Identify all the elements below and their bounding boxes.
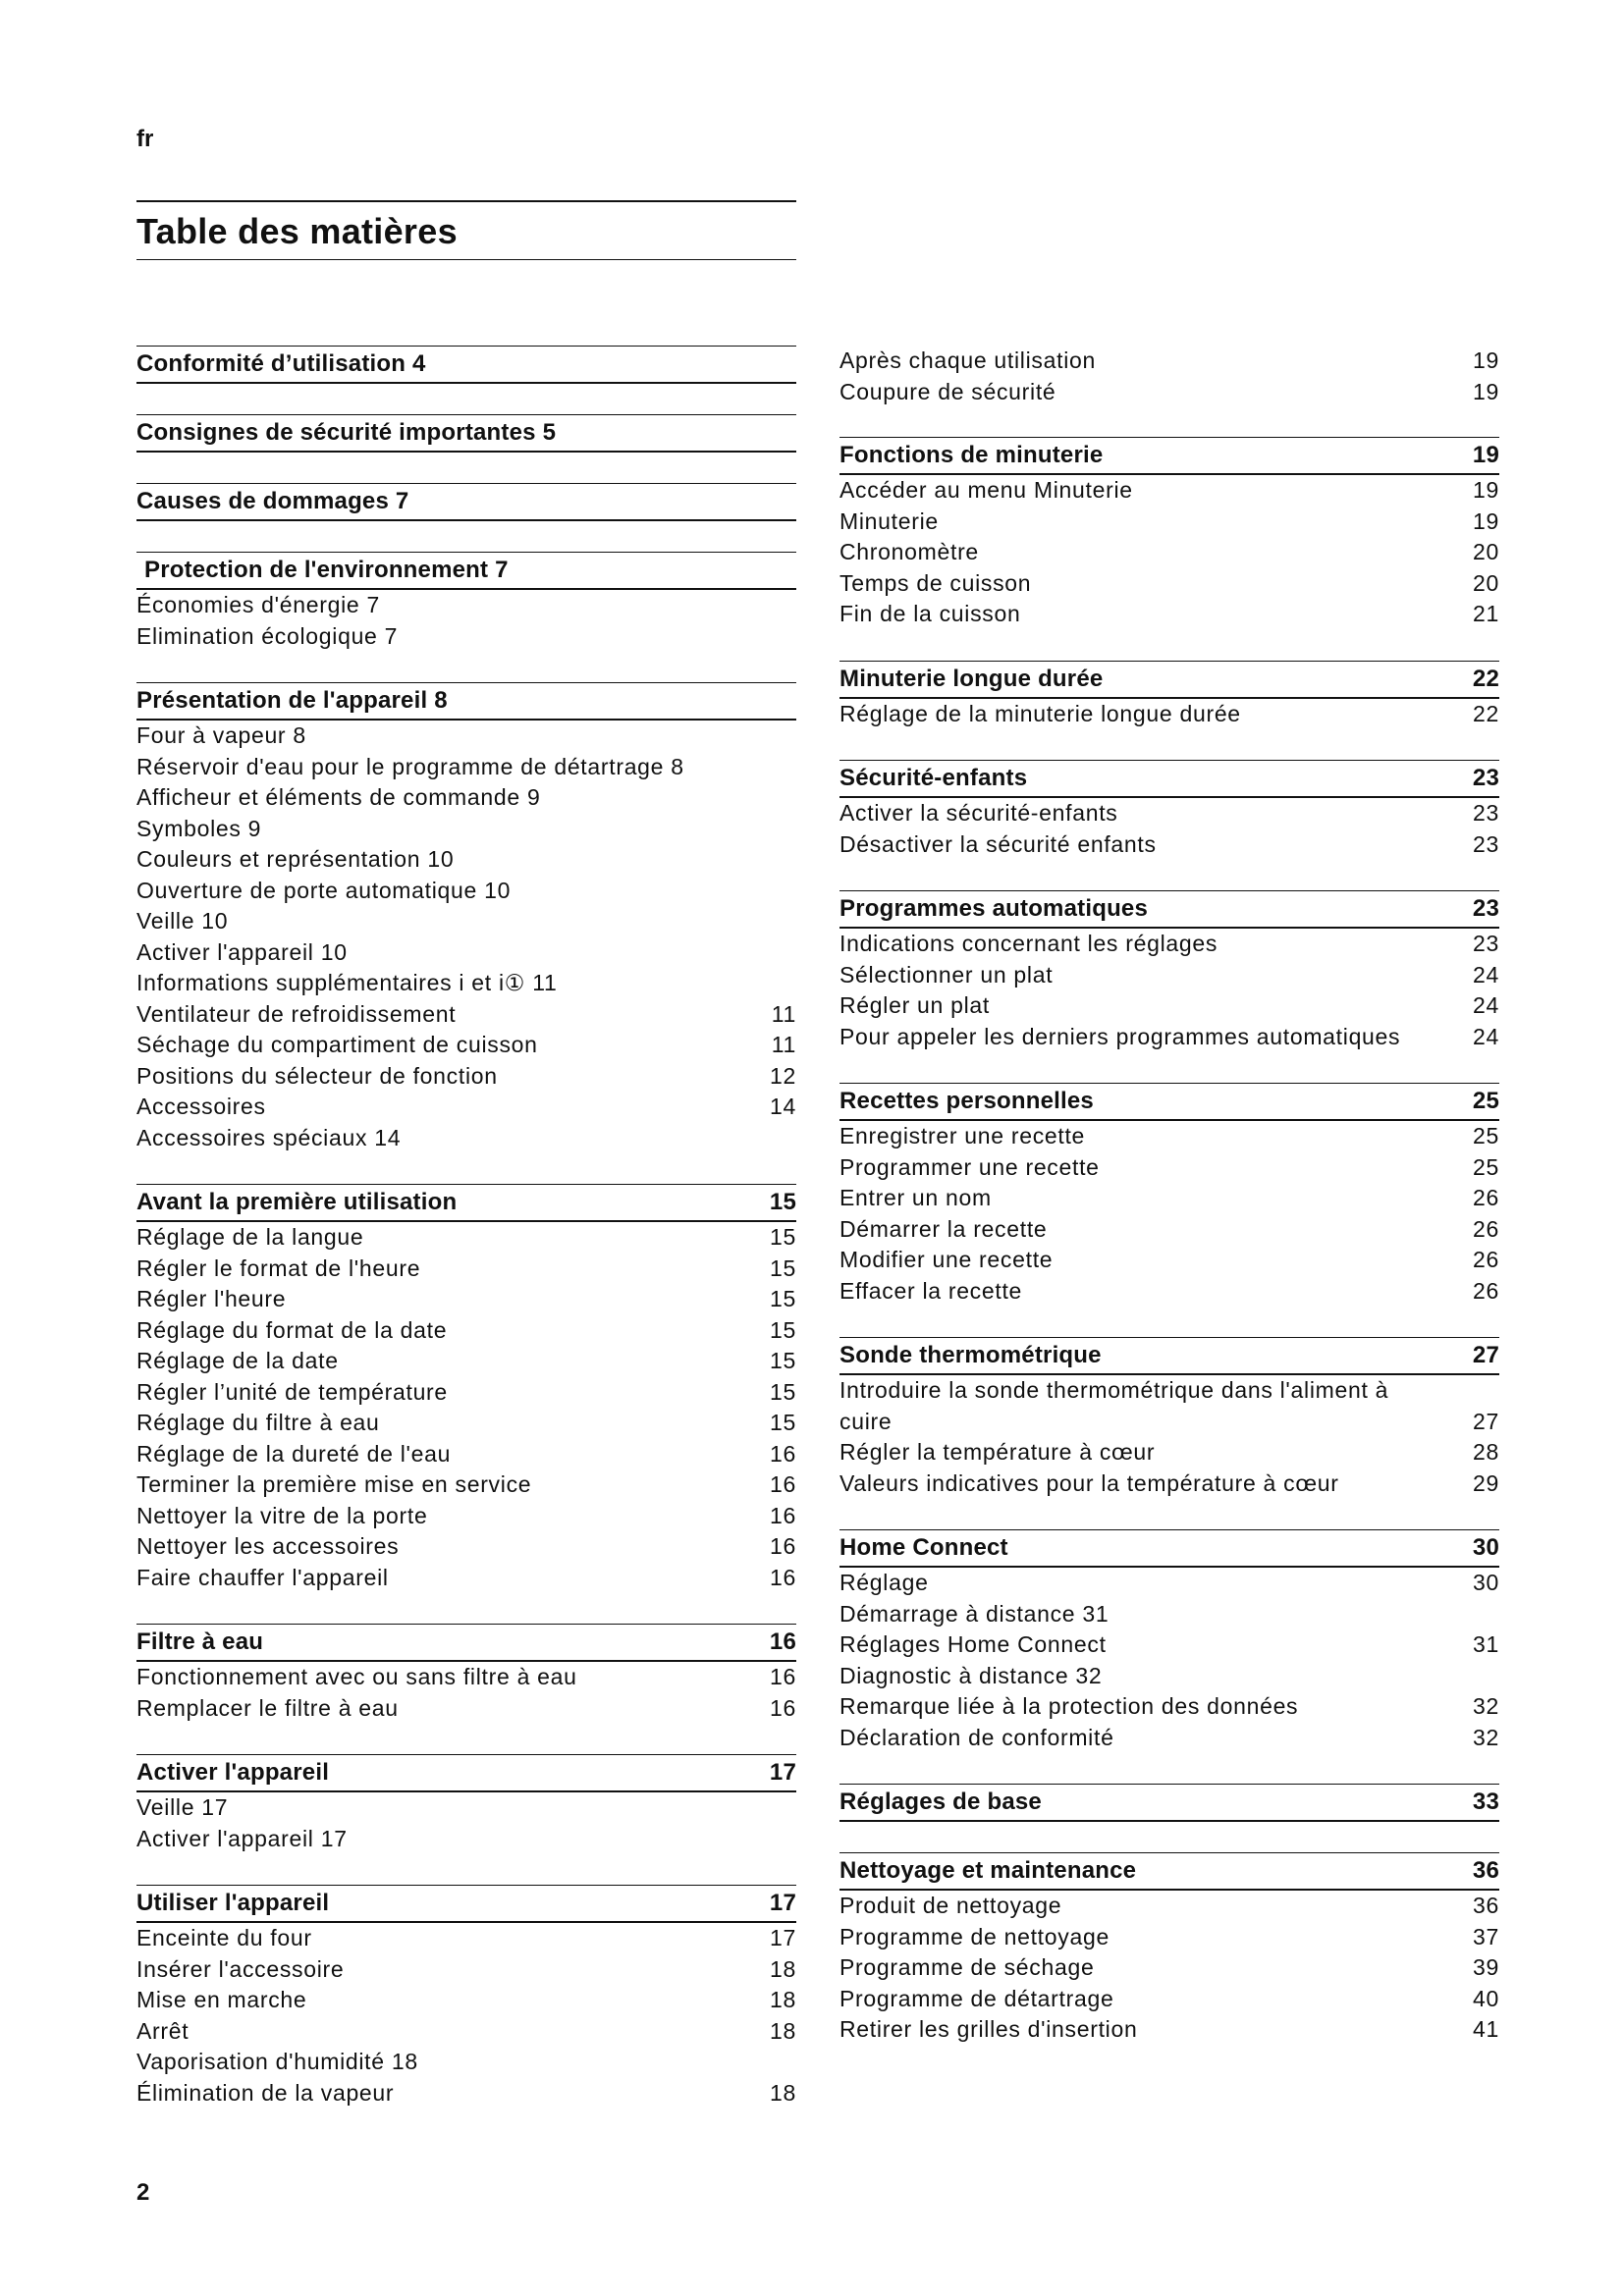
toc-section-title: Conformité d’utilisation 4 (136, 350, 426, 377)
toc-entry-title: Temps de cuisson (839, 569, 1032, 596)
toc-entry-title: Programmer une recette (839, 1153, 1100, 1180)
toc-entry-title: cuire (839, 1408, 893, 1434)
toc-entry-title: Ouverture de porte automatique 10 (136, 877, 512, 903)
toc-entry-page: 23 (1473, 830, 1499, 857)
toc-entry-title: Accessoires (136, 1094, 266, 1119)
toc-section-title: Fonctions de minuterie (839, 442, 1104, 468)
toc-entry[interactable] (839, 1629, 1499, 1661)
toc-entry-title: Réglage de la dureté de l'eau (136, 1440, 452, 1467)
toc-section-title: Réglages de base (839, 1789, 1042, 1815)
toc-entry-title: Régler l'heure (136, 1286, 287, 1311)
toc-entry[interactable] (839, 829, 1499, 861)
toc-entry[interactable] (136, 2078, 796, 2109)
toc-entry[interactable] (839, 1661, 1499, 1692)
toc-entry-title: Remplacer le filtre à eau (136, 1694, 399, 1721)
toc-entry-page: 11 (771, 1032, 796, 1057)
toc-section-page: 30 (1472, 1534, 1499, 1561)
toc-left-column (136, 346, 796, 2139)
toc-entry-title: Produit de nettoyage (839, 1893, 1062, 1918)
toc-entry-title: Chronomètre (839, 539, 979, 564)
toc-entry-page: 12 (770, 1062, 796, 1089)
toc-section-heading[interactable] (136, 552, 796, 590)
toc-entry-title: Programme de détartrage (839, 1985, 1114, 2011)
toc-entry[interactable] (839, 1984, 1499, 2015)
toc-section-heading[interactable] (136, 1624, 796, 1662)
toc-entry-title: Accessoires spéciaux 14 (136, 1124, 402, 1150)
toc-entry-page: 26 (1473, 1247, 1499, 1272)
toc-entry-title: Couleurs et représentation 10 (136, 846, 455, 872)
toc-entry-title: Terminer la première mise en service (136, 1471, 532, 1497)
toc-entry[interactable] (839, 1468, 1499, 1500)
toc-entry-page: 14 (770, 1094, 796, 1119)
toc-section-page: 17 (769, 1890, 796, 1916)
toc-entry-title: Activer l'appareil 10 (136, 938, 348, 965)
toc-entry[interactable] (136, 1469, 796, 1501)
toc-entry-page: 11 (771, 1000, 796, 1027)
toc-entry-page: 23 (1473, 931, 1499, 956)
toc-entry-page: 16 (770, 1471, 796, 1497)
toc-entry-title: Minuterie (839, 507, 939, 534)
toc-entry-page: 17 (770, 1925, 796, 1950)
toc-entry-title: Régler le format de l'heure (136, 1255, 421, 1281)
toc-entry[interactable] (136, 2047, 796, 2078)
toc-entry[interactable] (839, 1121, 1499, 1152)
toc-entry[interactable] (136, 999, 796, 1031)
toc-entry[interactable] (839, 929, 1499, 960)
toc-entry-page: 19 (1473, 477, 1499, 503)
toc-section-page: 36 (1472, 1857, 1499, 1884)
toc-entry[interactable] (839, 1599, 1499, 1630)
toc-entry-title: Mise en marche (136, 1987, 307, 2012)
toc-entry-page: 15 (770, 1316, 796, 1343)
toc-entry-page: 15 (770, 1378, 796, 1405)
toc-entry[interactable] (136, 621, 796, 653)
toc-entry-title: Réglage (839, 1570, 929, 1595)
toc-entry[interactable] (136, 1662, 796, 1693)
toc-entry[interactable] (839, 1183, 1499, 1214)
toc-section-page: 16 (769, 1629, 796, 1655)
toc-entry[interactable] (839, 960, 1499, 991)
toc-entry-title: Ventilateur de refroidissement (136, 1000, 457, 1027)
toc-entry[interactable] (839, 475, 1499, 507)
toc-section-heading[interactable] (136, 483, 796, 521)
toc-entry-page: 21 (1473, 601, 1499, 626)
toc-entry-title: Réglage du filtre à eau (136, 1410, 380, 1435)
toc-entry-title: Faire chauffer l'appareil (136, 1564, 389, 1590)
toc-entry[interactable] (839, 1022, 1499, 1053)
toc-section (136, 1754, 796, 1854)
toc-section-heading[interactable] (136, 414, 796, 453)
toc-section-page: 23 (1472, 895, 1499, 922)
toc-section (136, 1885, 796, 2109)
toc-entry[interactable] (136, 782, 796, 814)
toc-entry[interactable] (136, 590, 796, 621)
toc-entry-page: 32 (1473, 1693, 1499, 1719)
toc-entry[interactable] (136, 1408, 796, 1439)
toc-entry-title: Réglage de la date (136, 1348, 339, 1373)
toc-entry-page: 25 (1473, 1123, 1499, 1148)
toc-entry[interactable] (839, 537, 1499, 568)
toc-entry[interactable] (839, 1891, 1499, 1922)
toc-entry[interactable] (839, 1152, 1499, 1184)
toc-entry-page: 18 (770, 2079, 796, 2106)
toc-entry-title: Désactiver la sécurité enfants (839, 830, 1157, 857)
toc-entry-page: 41 (1473, 2016, 1499, 2042)
toc-entry[interactable] (839, 1375, 1499, 1407)
toc-section-title: Utiliser l'appareil (136, 1890, 330, 1916)
toc-entry[interactable] (839, 1691, 1499, 1723)
toc-entry-title: Déclaration de conformité (839, 1724, 1114, 1750)
toc-section (136, 1624, 796, 1724)
toc-entry[interactable] (136, 876, 796, 907)
toc-entry-title: Séchage du compartiment de cuisson (136, 1032, 538, 1057)
toc-entry[interactable] (839, 1214, 1499, 1246)
toc-entry-page: 18 (770, 1955, 796, 1982)
toc-entry-page: 15 (770, 1255, 796, 1281)
toc-entry-title: Activer la sécurité-enfants (839, 800, 1118, 826)
toc-entry-page: 26 (1473, 1215, 1499, 1242)
toc-entry[interactable] (839, 798, 1499, 829)
toc-entry[interactable] (136, 1284, 796, 1315)
toc-entry[interactable] (136, 1693, 796, 1725)
toc-entry-title: Informations supplémentaires i et i① 11 (136, 970, 558, 995)
toc-entry-page: 28 (1473, 1439, 1499, 1465)
toc-section-heading[interactable] (839, 1784, 1499, 1822)
toc-entry-page: 19 (1473, 347, 1499, 373)
toc-entry-page: 19 (1473, 507, 1499, 534)
toc-entry[interactable] (136, 906, 796, 937)
toc-entry-page: 16 (770, 1533, 796, 1559)
toc-section-title: Recettes personnelles (839, 1088, 1094, 1114)
toc-entry[interactable] (136, 1092, 796, 1123)
toc-entry-page: 20 (1473, 539, 1499, 564)
toc-section-heading[interactable] (839, 661, 1499, 699)
toc-entry-title: Modifier une recette (839, 1247, 1054, 1272)
continued-entries (839, 346, 1499, 407)
toc-entry-title: Afficheur et éléments de commande 9 (136, 784, 541, 810)
toc-entry-page: 29 (1473, 1469, 1499, 1496)
toc-entry-page: 16 (770, 1564, 796, 1590)
toc-entry-title: Indications concernant les réglages (839, 931, 1218, 956)
toc-entry[interactable] (136, 1531, 796, 1563)
title-block (136, 200, 796, 260)
toc-entry[interactable] (839, 1952, 1499, 1984)
toc-entry[interactable] (136, 752, 796, 783)
toc-entry-title: Réglages Home Connect (839, 1631, 1107, 1657)
toc-entry-title: Coupure de sécurité (839, 378, 1056, 404)
toc-entry[interactable] (136, 1222, 796, 1254)
toc-section-title: Filtre à eau (136, 1629, 264, 1655)
toc-entry-title: Effacer la recette (839, 1277, 1023, 1304)
toc-entry[interactable] (136, 1954, 796, 1986)
toc-entry-title: Valeurs indicatives pour la température à cœur (839, 1469, 1339, 1496)
toc-entry[interactable] (136, 1439, 796, 1470)
toc-entry[interactable] (839, 1437, 1499, 1468)
toc-entry-title: Enceinte du four (136, 1925, 312, 1950)
toc-entry[interactable] (136, 1377, 796, 1409)
toc-section-title: Avant la première utilisation (136, 1189, 458, 1215)
toc-entry-title: Réglage de la langue (136, 1224, 364, 1250)
toc-section-title: Protection de l'environnement 7 (144, 557, 509, 583)
toc-section-title: Programmes automatiques (839, 895, 1149, 922)
toc-section (839, 1529, 1499, 1753)
toc-entry-title: Veille 17 (136, 1794, 229, 1820)
toc-section-page: 27 (1472, 1342, 1499, 1368)
toc-section (839, 1784, 1499, 1822)
toc-entry-page: 16 (770, 1694, 796, 1721)
toc-section (136, 1184, 796, 1593)
toc-entry-page: 27 (1473, 1408, 1499, 1434)
toc-entry[interactable] (136, 937, 796, 969)
toc-section (839, 890, 1499, 1052)
language-code: fr (136, 126, 154, 152)
toc-section-title: Causes de dommages 7 (136, 488, 409, 514)
toc-entry-page: 16 (770, 1664, 796, 1689)
toc-entry-page: 40 (1473, 1985, 1499, 2011)
toc-entry[interactable] (839, 699, 1499, 730)
toc-section-heading[interactable] (136, 1885, 796, 1923)
toc-section (839, 661, 1499, 730)
toc-section-heading[interactable] (839, 760, 1499, 798)
toc-section-heading[interactable] (839, 1852, 1499, 1891)
toc-section-page: 19 (1472, 442, 1499, 468)
toc-entry-title: Fonctionnement avec ou sans filtre à eau (136, 1664, 577, 1689)
toc-entry-title: Fin de la cuisson (839, 601, 1021, 626)
toc-section-heading[interactable] (839, 1083, 1499, 1121)
toc-entry-title: Introduire la sonde thermométrique dans l'aliment à (839, 1377, 1389, 1403)
toc-section-heading[interactable] (136, 1184, 796, 1222)
toc-entry[interactable] (839, 507, 1499, 538)
toc-section (136, 414, 796, 453)
toc-entry-page: 37 (1473, 1923, 1499, 1949)
toc-entry[interactable] (839, 990, 1499, 1022)
toc-section-title: Home Connect (839, 1534, 1008, 1561)
toc-entry-page: 26 (1473, 1185, 1499, 1210)
toc-section (839, 1083, 1499, 1307)
toc-entry[interactable] (136, 1030, 796, 1061)
toc-entry[interactable] (839, 1245, 1499, 1276)
toc-section-title: Activer l'appareil (136, 1759, 330, 1786)
toc-entry-title: Économies d'énergie 7 (136, 592, 380, 617)
toc-entry[interactable] (839, 1723, 1499, 1754)
toc-entry-page: 24 (1473, 961, 1499, 988)
toc-entry-page: 16 (770, 1440, 796, 1467)
toc-entry[interactable] (839, 599, 1499, 630)
toc-section-title: Présentation de l'appareil 8 (136, 687, 448, 714)
page-title: Table des matières (136, 211, 458, 251)
toc-entry-page: 22 (1473, 700, 1499, 726)
toc-section-heading[interactable] (136, 346, 796, 384)
toc-entry-title: Entrer un nom (839, 1185, 992, 1210)
toc-entry-title: Réservoir d'eau pour le programme de détartrage 8 (136, 753, 684, 779)
toc-entry-title: Symboles 9 (136, 815, 262, 841)
toc-entry-title: Réglage de la minuterie longue durée (839, 700, 1241, 726)
toc-entry-title: Démarrer la recette (839, 1215, 1048, 1242)
toc-section-page: 17 (769, 1759, 796, 1786)
toc-entry-title: Vaporisation d'humidité 18 (136, 2049, 418, 2074)
toc-entry-title: Programme de nettoyage (839, 1923, 1110, 1949)
toc-section (839, 760, 1499, 860)
toc-entry[interactable] (136, 1123, 796, 1154)
toc-entry-title: Diagnostic à distance 32 (839, 1662, 1103, 1688)
toc-entry-title: Réglage du format de la date (136, 1316, 448, 1343)
toc-entry-page: 15 (770, 1224, 796, 1250)
toc-entry[interactable] (136, 1985, 796, 2016)
toc-entry-page: 25 (1473, 1153, 1499, 1180)
toc-entry[interactable] (136, 1315, 796, 1347)
toc-entry[interactable] (136, 1061, 796, 1093)
toc-entry[interactable] (136, 1254, 796, 1285)
toc-entry-title: Régler un plat (839, 992, 990, 1018)
toc-section (136, 346, 796, 384)
toc-entry-page: 24 (1473, 992, 1499, 1018)
toc-section-page: 23 (1472, 765, 1499, 791)
toc-section-title: Sonde thermométrique (839, 1342, 1102, 1368)
toc-entry-title: Arrêt (136, 2017, 189, 2044)
toc-entry-page: 39 (1473, 1954, 1499, 1980)
toc-section (136, 682, 796, 1153)
toc-entry-title: Elimination écologique 7 (136, 622, 399, 649)
toc-entry-title: Veille 10 (136, 908, 229, 934)
toc-entry-title: Activer l'appareil 17 (136, 1825, 348, 1851)
toc-right-sections (839, 437, 1499, 2046)
toc-section-page: 22 (1472, 665, 1499, 692)
toc-entry-page: 23 (1473, 800, 1499, 826)
page-number: 2 (136, 2179, 150, 2206)
toc-entry[interactable] (136, 1563, 796, 1594)
toc-entry-title: Programme de séchage (839, 1954, 1095, 1980)
toc-section-title: Consignes de sécurité importantes 5 (136, 419, 557, 446)
toc-entry-title: Positions du sélecteur de fonction (136, 1062, 498, 1089)
toc-entry[interactable] (136, 1824, 796, 1855)
toc-section-title: Minuterie longue durée (839, 665, 1104, 692)
toc-entry-title: Régler la température à cœur (839, 1439, 1156, 1465)
toc-section-heading[interactable] (136, 1754, 796, 1792)
toc-section (839, 1337, 1499, 1499)
toc-entry-title: Démarrage à distance 31 (839, 1600, 1110, 1627)
toc-entry-title: Remarque liée à la protection des données (839, 1693, 1299, 1719)
toc-entry-page: 26 (1473, 1277, 1499, 1304)
toc-entry-page: 30 (1473, 1570, 1499, 1595)
toc-section-title: Sécurité-enfants (839, 765, 1028, 791)
toc-entry[interactable] (136, 1501, 796, 1532)
toc-section-page: 33 (1472, 1789, 1499, 1815)
toc-entry-page: 15 (770, 1410, 796, 1435)
toc-section-heading[interactable] (839, 1529, 1499, 1568)
toc-entry[interactable] (839, 1568, 1499, 1599)
toc-section-heading[interactable] (839, 437, 1499, 475)
toc-entry-title: Régler l’unité de température (136, 1378, 448, 1405)
toc-entry-page: 24 (1473, 1023, 1499, 1049)
toc-entry[interactable] (839, 346, 1499, 377)
toc-entry-page: 36 (1473, 1893, 1499, 1918)
toc-entry-page: 15 (770, 1286, 796, 1311)
toc-section (839, 1852, 1499, 2046)
toc-entry-title: Après chaque utilisation (839, 347, 1097, 373)
toc-entry-page: 31 (1473, 1631, 1499, 1657)
toc-section (136, 483, 796, 521)
toc-entry[interactable] (136, 1923, 796, 1954)
toc-entry-title: Sélectionner un plat (839, 961, 1054, 988)
toc-section-page: 15 (769, 1189, 796, 1215)
toc-entry-page: 16 (770, 1502, 796, 1528)
toc-entry-title: Nettoyer les accessoires (136, 1533, 400, 1559)
toc-entry[interactable] (136, 968, 796, 999)
toc-section-heading[interactable] (136, 682, 796, 721)
toc-entry-title: Élimination de la vapeur (136, 2079, 395, 2106)
toc-section-title: Nettoyage et maintenance (839, 1857, 1137, 1884)
toc-section-page: 25 (1472, 1088, 1499, 1114)
toc-entry[interactable] (839, 1276, 1499, 1308)
toc-entry[interactable] (839, 2014, 1499, 2046)
toc-entry[interactable] (136, 1792, 796, 1824)
toc-entry-page: 20 (1473, 569, 1499, 596)
toc-entry[interactable] (839, 568, 1499, 600)
toc-right-column (839, 346, 1499, 2076)
toc-entry[interactable] (136, 844, 796, 876)
toc-entry-title: Pour appeler les derniers programmes automatiques (839, 1023, 1401, 1049)
toc-entry[interactable] (136, 1346, 796, 1377)
toc-entry-title: Enregistrer une recette (839, 1123, 1086, 1148)
toc-section-heading[interactable] (839, 890, 1499, 929)
toc-entry-page: 18 (770, 1987, 796, 2012)
toc-entry-title: Four à vapeur 8 (136, 722, 306, 748)
toc-entry-title: Insérer l'accessoire (136, 1955, 345, 1982)
toc-entry-title: Nettoyer la vitre de la porte (136, 1502, 428, 1528)
toc-section-heading[interactable] (839, 1337, 1499, 1375)
toc-entry[interactable] (136, 2016, 796, 2048)
toc-entry-page: 32 (1473, 1724, 1499, 1750)
toc-entry[interactable] (839, 1407, 1499, 1438)
toc-entry-page: 18 (770, 2017, 796, 2044)
toc-entry[interactable] (839, 377, 1499, 408)
toc-entry-title: Accéder au menu Minuterie (839, 477, 1133, 503)
toc-entry[interactable] (839, 1922, 1499, 1953)
toc-entry-page: 15 (770, 1348, 796, 1373)
toc-entry-title: Retirer les grilles d'insertion (839, 2016, 1138, 2042)
toc-section (839, 437, 1499, 630)
toc-entry-page: 19 (1473, 378, 1499, 404)
toc-entry[interactable] (136, 814, 796, 845)
toc-entry[interactable] (136, 721, 796, 752)
toc-section (136, 552, 796, 652)
